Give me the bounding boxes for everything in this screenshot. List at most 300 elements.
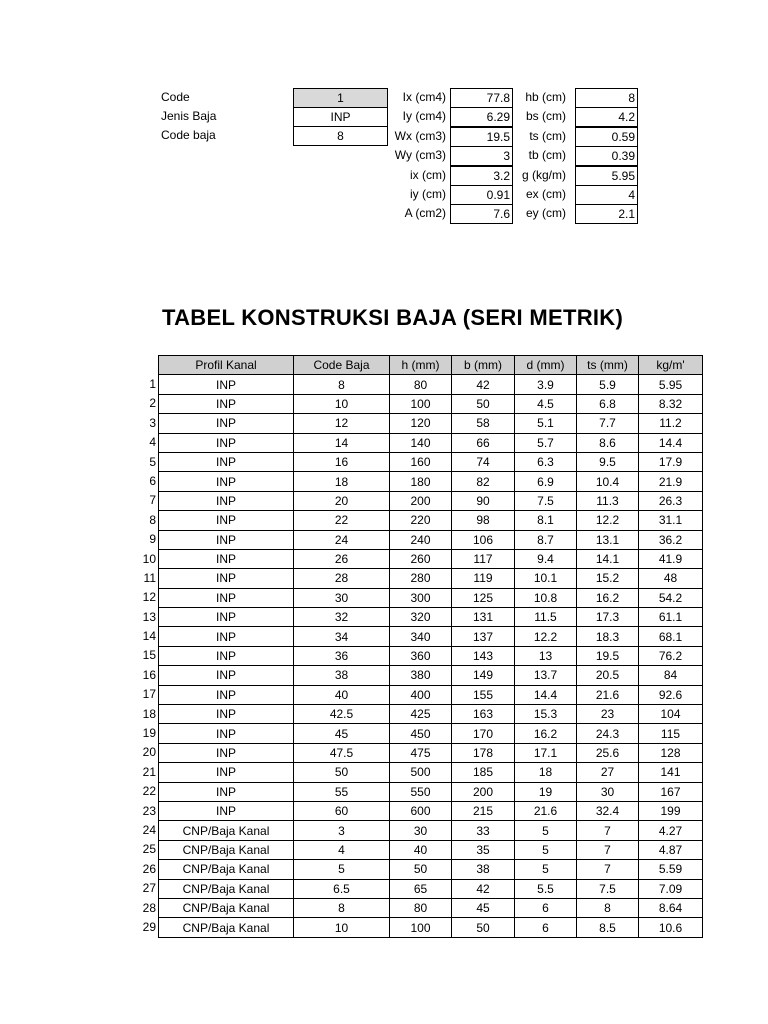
table-cell[interactable]: 6.3 bbox=[515, 452, 577, 471]
table-cell[interactable]: 35 bbox=[452, 840, 515, 859]
table-row bbox=[159, 414, 703, 433]
table-row bbox=[159, 685, 703, 704]
row-number: 27 bbox=[142, 881, 156, 896]
table-cell[interactable]: 104 bbox=[639, 705, 703, 724]
table-cell[interactable]: INP bbox=[159, 724, 294, 743]
table-cell[interactable]: 12 bbox=[294, 414, 390, 433]
table-cell[interactable]: 14.4 bbox=[639, 433, 703, 452]
table-cell[interactable]: 40 bbox=[390, 840, 452, 859]
table-cell[interactable]: 15.2 bbox=[577, 569, 639, 588]
table-cell[interactable]: 36.2 bbox=[639, 530, 703, 549]
prop-value[interactable]: 3 bbox=[450, 146, 513, 166]
table-cell[interactable]: 4 bbox=[294, 840, 390, 859]
table-cell[interactable]: 141 bbox=[639, 763, 703, 782]
table-row bbox=[159, 608, 703, 627]
table-row bbox=[159, 821, 703, 840]
table-cell[interactable]: 170 bbox=[452, 724, 515, 743]
table-cell[interactable]: 5 bbox=[294, 860, 390, 879]
prop-value[interactable]: 19.5 bbox=[450, 127, 513, 147]
table-cell[interactable]: 31.1 bbox=[639, 511, 703, 530]
table-cell[interactable]: 13 bbox=[515, 646, 577, 665]
table-cell[interactable]: 98 bbox=[452, 511, 515, 530]
table-cell[interactable]: 10 bbox=[294, 394, 390, 413]
table-cell[interactable]: 8.64 bbox=[639, 898, 703, 917]
table-row bbox=[159, 840, 703, 859]
row-number: 19 bbox=[142, 726, 156, 741]
table-cell[interactable]: 18 bbox=[515, 763, 577, 782]
row-number: 24 bbox=[142, 822, 156, 837]
table-cell[interactable]: 21.9 bbox=[639, 472, 703, 491]
table-cell[interactable]: 5 bbox=[515, 840, 577, 859]
table-cell[interactable]: 167 bbox=[639, 782, 703, 801]
table-row bbox=[159, 472, 703, 491]
row-number: 25 bbox=[142, 842, 156, 857]
table-cell[interactable]: 131 bbox=[452, 608, 515, 627]
table-cell[interactable]: 48 bbox=[639, 569, 703, 588]
table-cell[interactable]: 8.5 bbox=[577, 918, 639, 937]
table-cell[interactable]: 41.9 bbox=[639, 549, 703, 568]
table-cell[interactable]: 200 bbox=[452, 782, 515, 801]
table-cell[interactable]: 5 bbox=[515, 821, 577, 840]
table-cell[interactable]: 65 bbox=[390, 879, 452, 898]
row-number: 23 bbox=[142, 803, 156, 818]
row-number: 2 bbox=[149, 396, 156, 411]
table-row bbox=[159, 511, 703, 530]
table-cell[interactable]: 6 bbox=[515, 918, 577, 937]
table-cell[interactable]: 137 bbox=[452, 627, 515, 646]
table-cell[interactable]: 50 bbox=[452, 394, 515, 413]
table-cell[interactable]: 4.27 bbox=[639, 821, 703, 840]
table-row bbox=[159, 724, 703, 743]
table-cell[interactable]: 163 bbox=[452, 705, 515, 724]
table-cell[interactable]: 320 bbox=[390, 608, 452, 627]
row-number: 12 bbox=[142, 590, 156, 605]
table-cell[interactable]: 220 bbox=[390, 511, 452, 530]
table-cell[interactable]: INP bbox=[159, 549, 294, 568]
table-cell[interactable]: 18 bbox=[294, 472, 390, 491]
table-cell[interactable]: 8.6 bbox=[577, 433, 639, 452]
table-cell[interactable]: 68.1 bbox=[639, 627, 703, 646]
table-cell[interactable]: 119 bbox=[452, 569, 515, 588]
table-cell[interactable]: 11.3 bbox=[577, 491, 639, 510]
header-h: h (mm) bbox=[390, 356, 452, 375]
info-label-code: Code bbox=[161, 90, 190, 104]
row-number: 20 bbox=[142, 745, 156, 760]
row-number: 7 bbox=[149, 493, 156, 508]
table-cell[interactable]: INP bbox=[159, 705, 294, 724]
table-cell[interactable]: 10.8 bbox=[515, 588, 577, 607]
table-cell[interactable]: 20.5 bbox=[577, 666, 639, 685]
table-cell[interactable]: 30 bbox=[294, 588, 390, 607]
page-title: TABEL KONSTRUKSI BAJA (SERI METRIK) bbox=[162, 305, 624, 330]
table-cell[interactable]: 185 bbox=[452, 763, 515, 782]
header-profil-kanal: Profil Kanal bbox=[159, 356, 294, 375]
header-kgm: kg/m' bbox=[639, 356, 703, 375]
table-cell[interactable]: 38 bbox=[294, 666, 390, 685]
table-cell[interactable]: 22 bbox=[294, 511, 390, 530]
table-cell[interactable]: INP bbox=[159, 511, 294, 530]
prop-value[interactable]: 0.39 bbox=[575, 146, 638, 166]
table-cell[interactable]: 6 bbox=[515, 898, 577, 917]
table-cell[interactable]: 128 bbox=[639, 743, 703, 762]
row-number: 3 bbox=[149, 415, 156, 430]
info-value-code-baja[interactable]: 8 bbox=[293, 126, 388, 146]
prop-label: ix (cm) bbox=[410, 167, 446, 182]
table-cell[interactable]: 340 bbox=[390, 627, 452, 646]
prop-value[interactable]: 2.1 bbox=[575, 204, 638, 224]
table-row bbox=[159, 433, 703, 452]
table-cell[interactable]: 10.6 bbox=[639, 918, 703, 937]
table-cell[interactable]: 260 bbox=[390, 549, 452, 568]
table-cell[interactable]: 24 bbox=[294, 530, 390, 549]
table-cell[interactable]: 50 bbox=[452, 918, 515, 937]
table-cell[interactable]: 21.6 bbox=[577, 685, 639, 704]
table-cell[interactable]: 3 bbox=[294, 821, 390, 840]
table-row bbox=[159, 569, 703, 588]
table-cell[interactable]: 18.3 bbox=[577, 627, 639, 646]
table-cell[interactable]: 16 bbox=[294, 452, 390, 471]
table-cell[interactable]: 8 bbox=[577, 898, 639, 917]
info-label-jenis-baja: Jenis Baja bbox=[161, 109, 217, 123]
prop-label: hb (cm) bbox=[525, 90, 566, 104]
prop-label: A (cm2) bbox=[404, 206, 446, 221]
table-cell[interactable]: 13.7 bbox=[515, 666, 577, 685]
table-cell[interactable]: INP bbox=[159, 569, 294, 588]
table-cell[interactable]: 9.5 bbox=[577, 452, 639, 471]
table-row bbox=[159, 801, 703, 820]
table-cell[interactable]: 7 bbox=[577, 860, 639, 879]
table-cell[interactable]: CNP/Baja Kanal bbox=[159, 821, 294, 840]
table-cell[interactable]: 82 bbox=[452, 472, 515, 491]
table-cell[interactable]: 360 bbox=[390, 646, 452, 665]
table-cell[interactable]: 7.7 bbox=[577, 414, 639, 433]
table-cell[interactable]: 11.2 bbox=[639, 414, 703, 433]
table-cell[interactable]: 24.3 bbox=[577, 724, 639, 743]
header-ts: ts (mm) bbox=[577, 356, 639, 375]
table-cell[interactable]: 5.5 bbox=[515, 879, 577, 898]
table-cell[interactable]: 100 bbox=[390, 918, 452, 937]
row-number: 29 bbox=[142, 919, 156, 934]
table-cell[interactable]: CNP/Baja Kanal bbox=[159, 898, 294, 917]
table-cell[interactable]: 10.1 bbox=[515, 569, 577, 588]
table-cell[interactable]: 25.6 bbox=[577, 743, 639, 762]
table-cell[interactable]: 32.4 bbox=[577, 801, 639, 820]
table-cell[interactable]: 13.1 bbox=[577, 530, 639, 549]
table-cell[interactable]: 5.95 bbox=[639, 375, 703, 394]
table-cell[interactable]: 26.3 bbox=[639, 491, 703, 510]
table-cell[interactable]: 17.1 bbox=[515, 743, 577, 762]
prop-value[interactable]: 77.8 bbox=[450, 88, 513, 108]
table-cell[interactable]: 6.5 bbox=[294, 879, 390, 898]
table-cell[interactable]: 7 bbox=[577, 840, 639, 859]
prop-value[interactable]: 4.2 bbox=[575, 107, 638, 127]
table-cell[interactable]: 5 bbox=[515, 860, 577, 879]
table-cell[interactable]: 14.4 bbox=[515, 685, 577, 704]
table-cell[interactable]: 450 bbox=[390, 724, 452, 743]
table-cell[interactable]: 3.9 bbox=[515, 375, 577, 394]
table-row bbox=[159, 879, 703, 898]
info-label-code-baja: Code baja bbox=[161, 128, 216, 142]
table-cell[interactable]: 36 bbox=[294, 646, 390, 665]
table-cell[interactable]: 12.2 bbox=[515, 627, 577, 646]
table-cell[interactable]: 8.32 bbox=[639, 394, 703, 413]
table-cell[interactable]: 140 bbox=[390, 433, 452, 452]
table-cell[interactable]: INP bbox=[159, 627, 294, 646]
table-cell[interactable]: 61.1 bbox=[639, 608, 703, 627]
table-row bbox=[159, 918, 703, 937]
table-cell[interactable]: 14.1 bbox=[577, 549, 639, 568]
table-row bbox=[159, 860, 703, 879]
table-cell[interactable]: 16.2 bbox=[515, 724, 577, 743]
table-cell[interactable]: 200 bbox=[390, 491, 452, 510]
prop-value[interactable]: 3.2 bbox=[450, 166, 513, 186]
row-number: 16 bbox=[142, 667, 156, 682]
table-cell[interactable]: 21.6 bbox=[515, 801, 577, 820]
table-cell[interactable]: 74 bbox=[452, 452, 515, 471]
table-cell[interactable]: INP bbox=[159, 433, 294, 452]
table-cell[interactable]: 106 bbox=[452, 530, 515, 549]
table-header-row bbox=[159, 356, 703, 375]
table-cell[interactable]: 475 bbox=[390, 743, 452, 762]
table-cell[interactable]: 26 bbox=[294, 549, 390, 568]
row-number: 11 bbox=[143, 570, 156, 585]
table-cell[interactable]: 19.5 bbox=[577, 646, 639, 665]
row-number: 4 bbox=[149, 435, 156, 450]
table-cell[interactable]: 45 bbox=[294, 724, 390, 743]
table-cell[interactable]: 600 bbox=[390, 801, 452, 820]
table-row bbox=[159, 588, 703, 607]
prop-value[interactable]: 5.95 bbox=[575, 166, 638, 186]
table-cell[interactable]: 92.6 bbox=[639, 685, 703, 704]
table-cell[interactable]: 178 bbox=[452, 743, 515, 762]
table-cell[interactable]: 5.7 bbox=[515, 433, 577, 452]
table-cell[interactable]: 15.3 bbox=[515, 705, 577, 724]
table-cell[interactable]: 42 bbox=[452, 375, 515, 394]
table-cell[interactable]: INP bbox=[159, 472, 294, 491]
table-cell[interactable]: 20 bbox=[294, 491, 390, 510]
table-cell[interactable]: 80 bbox=[390, 375, 452, 394]
table-cell[interactable]: 11.5 bbox=[515, 608, 577, 627]
table-cell[interactable]: INP bbox=[159, 743, 294, 762]
prop-label: Wy (cm3) bbox=[394, 148, 446, 163]
table-cell[interactable]: 149 bbox=[452, 666, 515, 685]
steel-table bbox=[158, 355, 703, 938]
table-cell[interactable]: INP bbox=[159, 530, 294, 549]
table-cell[interactable]: INP bbox=[159, 666, 294, 685]
table-row bbox=[159, 782, 703, 801]
prop-value[interactable]: 0.91 bbox=[450, 185, 513, 205]
table-cell[interactable]: INP bbox=[159, 801, 294, 820]
prop-label: ey (cm) bbox=[526, 206, 566, 221]
table-cell[interactable]: 155 bbox=[452, 685, 515, 704]
prop-label: Wx (cm3) bbox=[394, 128, 446, 143]
table-row bbox=[159, 627, 703, 646]
table-cell[interactable]: 120 bbox=[390, 414, 452, 433]
table-row bbox=[159, 705, 703, 724]
table-cell[interactable]: 42 bbox=[452, 879, 515, 898]
table-cell[interactable]: 6.8 bbox=[577, 394, 639, 413]
table-row bbox=[159, 491, 703, 510]
table-cell[interactable]: 12.2 bbox=[577, 511, 639, 530]
table-cell[interactable]: INP bbox=[159, 685, 294, 704]
row-number: 1 bbox=[149, 377, 156, 391]
row-number: 13 bbox=[142, 609, 156, 624]
table-cell[interactable]: INP bbox=[159, 588, 294, 607]
table-cell[interactable]: 8.1 bbox=[515, 511, 577, 530]
table-cell[interactable]: 84 bbox=[639, 666, 703, 685]
row-number: 18 bbox=[142, 706, 156, 721]
table-cell[interactable]: 50 bbox=[390, 860, 452, 879]
prop-label: ex (cm) bbox=[526, 187, 566, 201]
table-cell[interactable]: 117 bbox=[452, 549, 515, 568]
table-cell[interactable]: 17.3 bbox=[577, 608, 639, 627]
table-cell[interactable]: INP bbox=[159, 394, 294, 413]
table-cell[interactable]: 425 bbox=[390, 705, 452, 724]
header-b: b (mm) bbox=[452, 356, 515, 375]
table-cell[interactable]: 7.09 bbox=[639, 879, 703, 898]
table-cell[interactable]: INP bbox=[159, 763, 294, 782]
row-number: 26 bbox=[142, 861, 156, 876]
table-cell[interactable]: 7.5 bbox=[515, 491, 577, 510]
table-cell[interactable]: 8.7 bbox=[515, 530, 577, 549]
row-number: 15 bbox=[142, 648, 156, 663]
table-cell[interactable]: 160 bbox=[390, 452, 452, 471]
table-cell[interactable]: 54.2 bbox=[639, 588, 703, 607]
table-cell[interactable]: 8 bbox=[294, 375, 390, 394]
prop-label: Ix (cm4) bbox=[402, 90, 446, 104]
table-cell[interactable]: 380 bbox=[390, 666, 452, 685]
table-cell[interactable]: INP bbox=[159, 452, 294, 471]
table-cell[interactable]: 80 bbox=[390, 898, 452, 917]
table-cell[interactable]: INP bbox=[159, 646, 294, 665]
table-cell[interactable]: 400 bbox=[390, 685, 452, 704]
table-cell[interactable]: CNP/Baja Kanal bbox=[159, 860, 294, 879]
table-cell[interactable]: 23 bbox=[577, 705, 639, 724]
prop-label: bs (cm) bbox=[526, 109, 566, 124]
table-cell[interactable]: 115 bbox=[639, 724, 703, 743]
table-cell[interactable]: INP bbox=[159, 375, 294, 394]
row-number: 22 bbox=[142, 784, 156, 799]
table-cell[interactable]: 17.9 bbox=[639, 452, 703, 471]
prop-label: ts (cm) bbox=[529, 128, 566, 143]
row-number: 6 bbox=[149, 473, 156, 488]
table-cell[interactable]: 4.5 bbox=[515, 394, 577, 413]
table-cell[interactable]: 100 bbox=[390, 394, 452, 413]
table-cell[interactable]: 5.1 bbox=[515, 414, 577, 433]
row-numbers bbox=[120, 375, 156, 937]
table-cell[interactable]: CNP/Baja Kanal bbox=[159, 840, 294, 859]
table-cell[interactable]: 6.9 bbox=[515, 472, 577, 491]
table-cell[interactable]: 5.9 bbox=[577, 375, 639, 394]
prop-value[interactable]: 6.29 bbox=[450, 107, 513, 127]
table-cell[interactable]: 28 bbox=[294, 569, 390, 588]
prop-value[interactable]: 7.6 bbox=[450, 204, 513, 224]
table-cell[interactable]: 14 bbox=[294, 433, 390, 452]
table-cell[interactable]: 5.59 bbox=[639, 860, 703, 879]
row-number: 17 bbox=[142, 687, 156, 702]
row-number: 21 bbox=[142, 764, 156, 779]
table-cell[interactable]: 280 bbox=[390, 569, 452, 588]
header-d: d (mm) bbox=[515, 356, 577, 375]
table-cell[interactable]: 240 bbox=[390, 530, 452, 549]
table-cell[interactable]: 143 bbox=[452, 646, 515, 665]
prop-value[interactable]: 4 bbox=[575, 185, 638, 205]
table-cell[interactable]: CNP/Baja Kanal bbox=[159, 879, 294, 898]
table-row bbox=[159, 898, 703, 917]
table-row bbox=[159, 549, 703, 568]
table-cell[interactable]: 7.5 bbox=[577, 879, 639, 898]
table-cell[interactable]: 42.5 bbox=[294, 705, 390, 724]
table-cell[interactable]: 215 bbox=[452, 801, 515, 820]
header-code-baja: Code Baja bbox=[294, 356, 390, 375]
table-cell[interactable]: 550 bbox=[390, 782, 452, 801]
table-row bbox=[159, 394, 703, 413]
table-cell[interactable]: 180 bbox=[390, 472, 452, 491]
table-cell[interactable]: 33 bbox=[452, 821, 515, 840]
table-cell[interactable]: 30 bbox=[390, 821, 452, 840]
table-cell[interactable]: 8 bbox=[294, 898, 390, 917]
table-cell[interactable]: 300 bbox=[390, 588, 452, 607]
prop-value[interactable]: 0.59 bbox=[575, 127, 638, 147]
row-number: 8 bbox=[149, 512, 156, 527]
prop-value[interactable]: 8 bbox=[575, 88, 638, 108]
row-number: 14 bbox=[142, 629, 156, 644]
table-cell[interactable]: 58 bbox=[452, 414, 515, 433]
table-cell[interactable]: 55 bbox=[294, 782, 390, 801]
table-cell[interactable]: INP bbox=[159, 414, 294, 433]
table-cell[interactable]: 60 bbox=[294, 801, 390, 820]
table-cell[interactable]: 45 bbox=[452, 898, 515, 917]
table-cell[interactable]: 76.2 bbox=[639, 646, 703, 665]
table-cell[interactable]: INP bbox=[159, 608, 294, 627]
info-value-code[interactable]: 1 bbox=[293, 88, 388, 108]
info-value-jenis-baja[interactable]: INP bbox=[293, 107, 388, 127]
prop-label: tb (cm) bbox=[528, 148, 566, 163]
prop-label: Iy (cm4) bbox=[402, 109, 446, 124]
table-row bbox=[159, 375, 703, 394]
table-cell[interactable]: 7 bbox=[577, 821, 639, 840]
table-row bbox=[159, 763, 703, 782]
table-row bbox=[159, 646, 703, 665]
table-cell[interactable]: 19 bbox=[515, 782, 577, 801]
table-cell[interactable]: 40 bbox=[294, 685, 390, 704]
table-cell[interactable]: 125 bbox=[452, 588, 515, 607]
table-cell[interactable]: INP bbox=[159, 491, 294, 510]
table-cell[interactable]: 32 bbox=[294, 608, 390, 627]
table-cell[interactable]: 34 bbox=[294, 627, 390, 646]
table-cell[interactable]: 27 bbox=[577, 763, 639, 782]
table-cell[interactable]: 38 bbox=[452, 860, 515, 879]
table-cell[interactable]: 500 bbox=[390, 763, 452, 782]
table-cell[interactable]: 199 bbox=[639, 801, 703, 820]
table-cell[interactable]: 10.4 bbox=[577, 472, 639, 491]
table-cell[interactable]: 10 bbox=[294, 918, 390, 937]
table-cell[interactable]: 66 bbox=[452, 433, 515, 452]
table-row bbox=[159, 530, 703, 549]
table-cell[interactable]: 90 bbox=[452, 491, 515, 510]
table-row bbox=[159, 666, 703, 685]
table-cell[interactable]: 30 bbox=[577, 782, 639, 801]
table-cell[interactable]: 4.87 bbox=[639, 840, 703, 859]
prop-label: g (kg/m) bbox=[521, 167, 566, 182]
table-cell[interactable]: 16.2 bbox=[577, 588, 639, 607]
table-cell[interactable]: 9.4 bbox=[515, 549, 577, 568]
table-row bbox=[159, 743, 703, 762]
table-cell[interactable]: 47.5 bbox=[294, 743, 390, 762]
table-cell[interactable]: 50 bbox=[294, 763, 390, 782]
table-cell[interactable]: CNP/Baja Kanal bbox=[159, 918, 294, 937]
table-cell[interactable]: INP bbox=[159, 782, 294, 801]
